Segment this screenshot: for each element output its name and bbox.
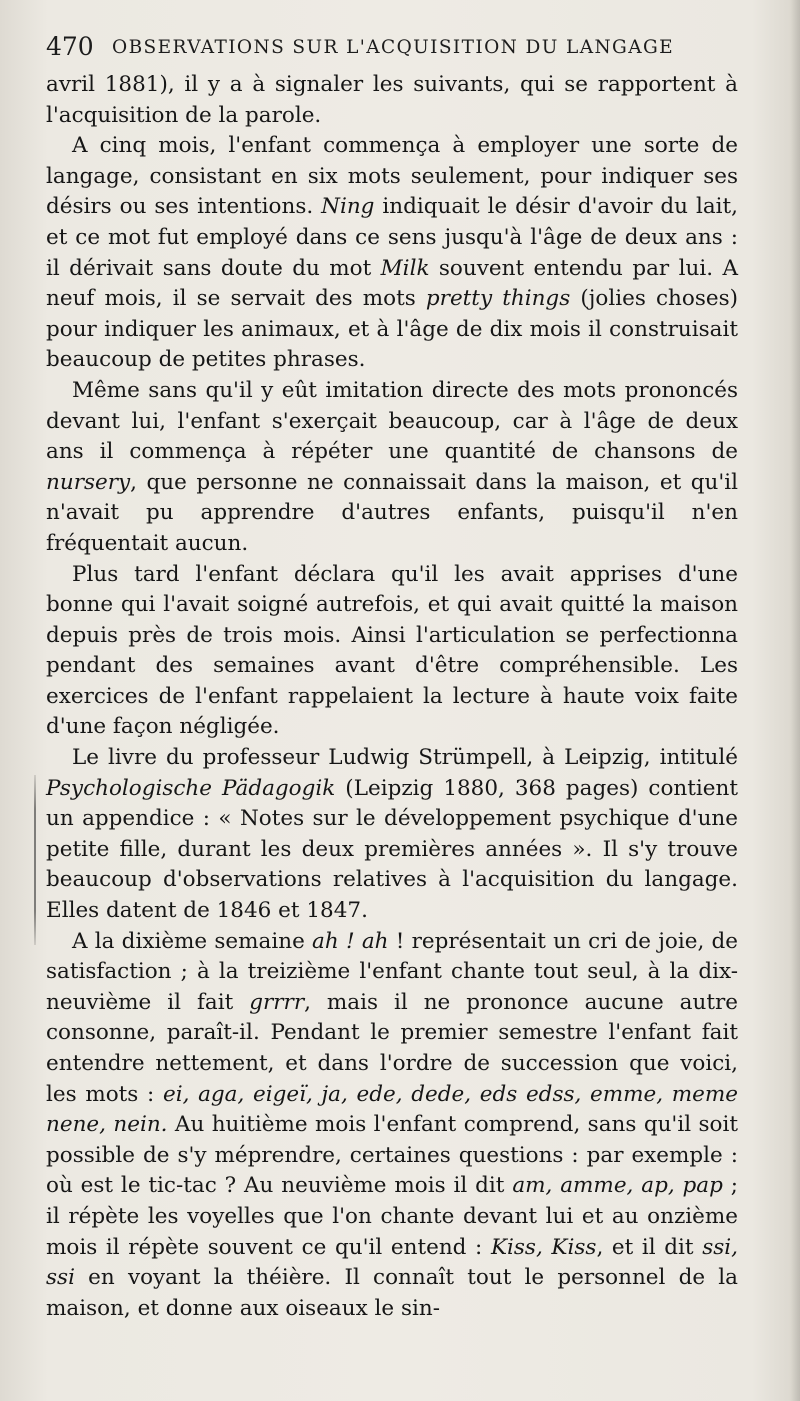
italic-word-milk: Milk — [380, 255, 430, 281]
italic-kiss-kiss: Kiss, Kiss — [490, 1234, 597, 1260]
italic-book-title: Psychologische Pädagogik — [46, 775, 336, 801]
running-head — [46, 30, 746, 64]
italic-ssi-ssi: ssi, ssi — [46, 1234, 738, 1291]
italic-am-amme: am, amme, ap, pap — [512, 1173, 723, 1199]
body-text — [46, 70, 738, 1324]
running-title: OBSERVATIONS SUR L'ACQUISITION DU LANGAGE — [112, 37, 675, 58]
italic-words-pretty-things: pretty things — [425, 286, 571, 312]
italic-word-ning: Ning — [321, 194, 375, 220]
paragraph-3: Même sans qu'il y eût imitation directe des mots prononcés devant lui, l'enfant s'exerçait beaucoup, car à l'âge de deux ans il commença à répéter une quantité de chansons de nursery, que personne ne connaissait dans la maison, et qu'il n'avait pu apprendre d'autres enfants, puisqu'il n'en fréquentait aucun. — [46, 377, 738, 556]
paragraph-4: Plus tard l'enfant déclara qu'il les avait apprises d'une bonne qui l'avait soigné autrefois, et qui avait quitté la maison depuis près de trois mois. Ainsi l'articulation se perfectionna pendant des semaines avant d'être compréhensible. Les exercices de l'enfant rappelaient la lecture à haute voix faite d'une façon négligée. — [46, 561, 738, 740]
italic-grrrr: grrrr — [249, 989, 305, 1015]
italic-word-nursery: nursery — [46, 469, 131, 495]
paragraph-1: avril 1881), il y a à signaler les suivants, qui se rapportent à l'acquisition de la parole. — [46, 72, 738, 128]
margin-bracket-mark — [34, 775, 36, 945]
italic-ah-ah: ah ! ah — [312, 928, 389, 954]
paragraph-6: A la dixième semaine ah ! ah ! représentait un cri de joie, de satisfaction ; à la treizième l'enfant chante tout seul, à la dix-neuvième il fait grrrr, mais il ne prononce aucune autre consonne, paraît-il. Pendant le premier semestre l'enfant fait entendre nettement, et dans l'ordre de succession que voici, les mots : ei, aga, eigeï, ja, ede, dede, eds edss, emme, meme nene, nein. Au huitième mois l'enfant comprend, sans qu'il soit possible de s'y méprendre, certaines questions : par exemple : où est le tic-tac ? Au neuvième mois il dit am, amme, ap, pap ; il répète les voyelles que l'on chante devant lui et au onzième mois il répète souvent ce qu'il entend : Kiss, Kiss, et il dit ssi, ssi en voyant la théière. Il connaît tout le personnel de la maison, et donne aux oiseaux le sin- — [46, 928, 739, 1321]
page-number: 470 — [46, 32, 94, 61]
italic-word-list: ei, aga, eigeï, ja, ede, dede, eds edss, emme, meme nene, nein. — [46, 1081, 739, 1138]
paragraph-2: A cinq mois, l'enfant commença à employer une sorte de langage, consistant en six mots seulement, pour indiquer ses désirs ou ses intentions. Ning indiquait le désir d'avoir du lait, et ce mot fut employé dans ce sens jusqu'à l'âge de deux ans : il dérivait sans doute du mot Milk souvent entendu par lui. A neuf mois, il se servait des mots pretty things (jolies choses) pour indiquer les animaux, et à l'âge de dix mois il construisait beaucoup de petites phrases. — [46, 133, 739, 373]
page-edge-shadow — [790, 0, 800, 1401]
paragraph-5: Le livre du professeur Ludwig Strümpell, à Leipzig, intitulé Psychologische Pädagogik (Leipzig 1880, 368 pages) contient un appendice : « Notes sur le développement psychique d'une petite fille, durant les deux premières années ». Il s'y trouve beaucoup d'observations relatives à l'acquisition du langage. Elles datent de 1846 et 1847. — [46, 745, 738, 924]
